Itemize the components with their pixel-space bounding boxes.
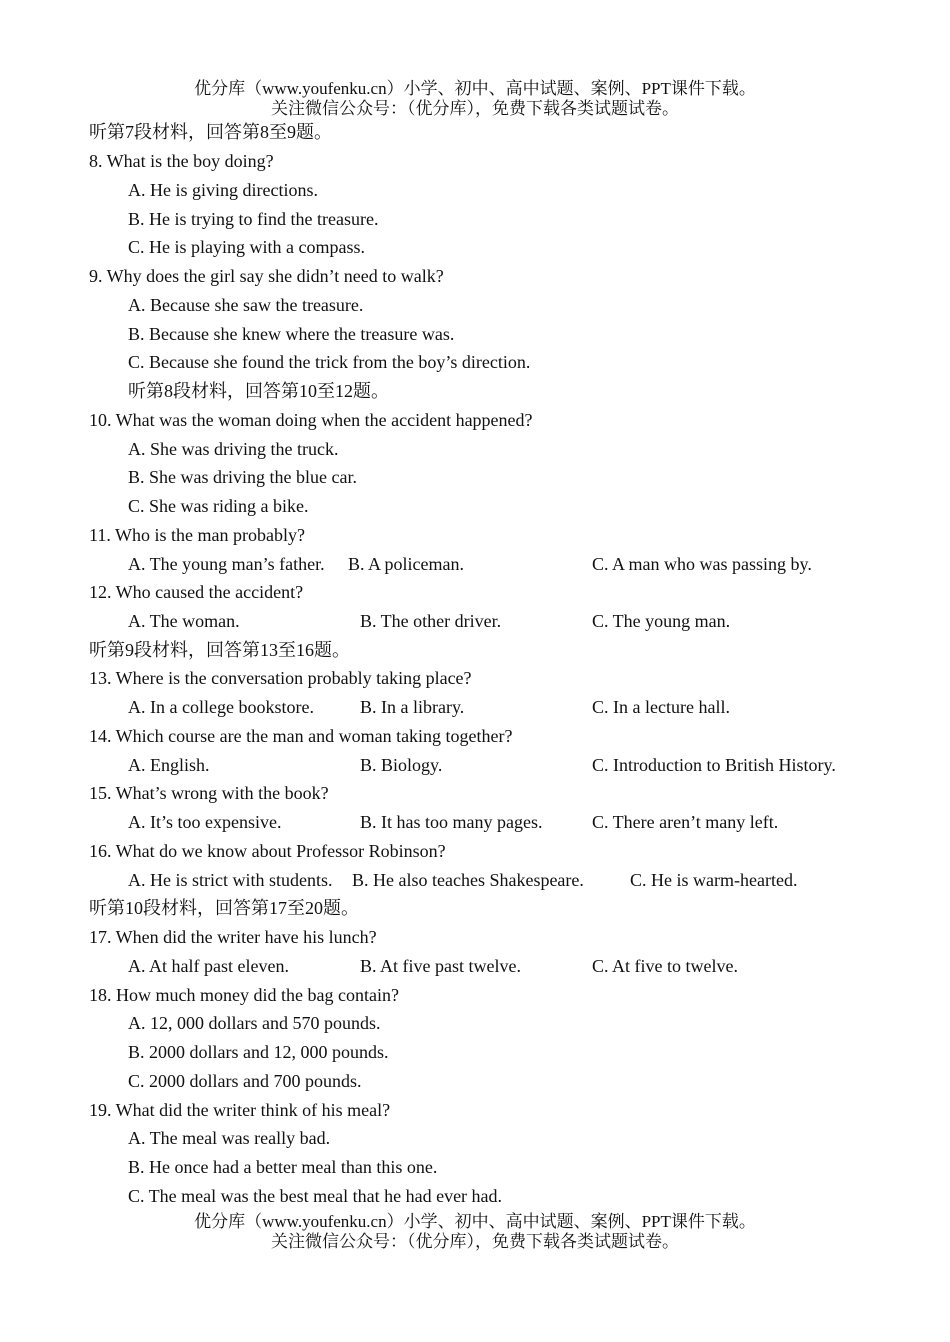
question-8-option-c: C. He is playing with a compass. xyxy=(128,237,365,257)
section-heading-9: 听第9段材料，回答第13至16题。 xyxy=(89,640,350,660)
question-11-stem: 11. Who is the man probably? xyxy=(89,525,305,545)
question-19-option-c: C. The meal was the best meal that he had ever had. xyxy=(128,1186,503,1206)
question-18-option-a: A. 12, 000 dollars and 570 pounds. xyxy=(128,1013,381,1033)
question-11-option-b: B. A policeman. xyxy=(348,554,464,574)
question-13-option-b: B. In a library. xyxy=(360,697,465,717)
question-16-option-c: C. He is warm-hearted. xyxy=(630,870,798,890)
question-12-option-a: A. The woman. xyxy=(128,611,240,631)
question-12-option-b: B. The other driver. xyxy=(360,611,502,631)
question-10-option-a: A. She was driving the truck. xyxy=(128,439,339,459)
question-9-option-a: A. Because she saw the treasure. xyxy=(128,295,364,315)
question-12-stem: 12. Who caused the accident? xyxy=(89,582,304,602)
question-17-option-b: B. At five past twelve. xyxy=(360,956,521,976)
question-13-stem: 13. Where is the conversation probably taking place? xyxy=(89,668,472,688)
question-9-option-c: C. Because she found the trick from the boy’s direction. xyxy=(128,352,531,372)
question-15-option-b: B. It has too many pages. xyxy=(360,812,543,832)
question-14-option-a: A. English. xyxy=(128,755,210,775)
question-12-option-c: C. The young man. xyxy=(592,611,731,631)
page-footer-line-1: 优分库（www.youfenku.cn）小学、初中、高中试题、案例、PPT课件下载。 xyxy=(194,1212,756,1231)
question-19-option-b: B. He once had a better meal than this one. xyxy=(128,1157,438,1177)
question-8-stem: 8. What is the boy doing? xyxy=(89,151,274,171)
question-19-stem: 19. What did the writer think of his meal? xyxy=(89,1100,391,1120)
question-9-stem: 9. Why does the girl say she didn’t need to walk? xyxy=(89,266,444,286)
question-13-option-c: C. In a lecture hall. xyxy=(592,697,730,717)
question-13-option-a: A. In a college bookstore. xyxy=(128,697,314,717)
question-10-option-b: B. She was driving the blue car. xyxy=(128,467,357,487)
question-9-option-b: B. Because she knew where the treasure was. xyxy=(128,324,455,344)
question-17-option-c: C. At five to twelve. xyxy=(592,956,738,976)
question-14-option-b: B. Biology. xyxy=(360,755,443,775)
section-heading-8: 听第8段材料，回答第10至12题。 xyxy=(128,381,389,401)
question-10-option-c: C. She was riding a bike. xyxy=(128,496,309,516)
question-19-option-a: A. The meal was really bad. xyxy=(128,1128,331,1148)
question-18-stem: 18. How much money did the bag contain? xyxy=(89,985,399,1005)
question-16-stem: 16. What do we know about Professor Robinson? xyxy=(89,841,446,861)
question-15-option-c: C. There aren’t many left. xyxy=(592,812,779,832)
page-header-line-2: 关注微信公众号：（优分库），免费下载各类试题试卷。 xyxy=(271,99,679,118)
question-8-option-a: A. He is giving directions. xyxy=(128,180,318,200)
question-14-option-c: C. Introduction to British History. xyxy=(592,755,836,775)
question-17-option-a: A. At half past eleven. xyxy=(128,956,289,976)
question-16-option-b: B. He also teaches Shakespeare. xyxy=(352,870,584,890)
question-18-option-b: B. 2000 dollars and 12, 000 pounds. xyxy=(128,1042,389,1062)
question-11-option-c: C. A man who was passing by. xyxy=(592,554,812,574)
question-11-option-a: A. The young man’s father. xyxy=(128,554,325,574)
question-18-option-c: C. 2000 dollars and 700 pounds. xyxy=(128,1071,362,1091)
question-15-option-a: A. It’s too expensive. xyxy=(128,812,282,832)
question-14-stem: 14. Which course are the man and woman taking together? xyxy=(89,726,513,746)
section-heading-10: 听第10段材料，回答第17至20题。 xyxy=(89,898,359,918)
question-16-option-a: A. He is strict with students. xyxy=(128,870,333,890)
page-footer-line-2: 关注微信公众号：（优分库），免费下载各类试题试卷。 xyxy=(271,1232,679,1251)
question-10-stem: 10. What was the woman doing when the accident happened? xyxy=(89,410,533,430)
question-15-stem: 15. What’s wrong with the book? xyxy=(89,783,329,803)
question-8-option-b: B. He is trying to find the treasure. xyxy=(128,209,379,229)
question-17-stem: 17. When did the writer have his lunch? xyxy=(89,927,377,947)
section-heading-7: 听第7段材料，回答第8至9题。 xyxy=(89,122,332,142)
page-header-line-1: 优分库（www.youfenku.cn）小学、初中、高中试题、案例、PPT课件下载。 xyxy=(194,79,756,98)
